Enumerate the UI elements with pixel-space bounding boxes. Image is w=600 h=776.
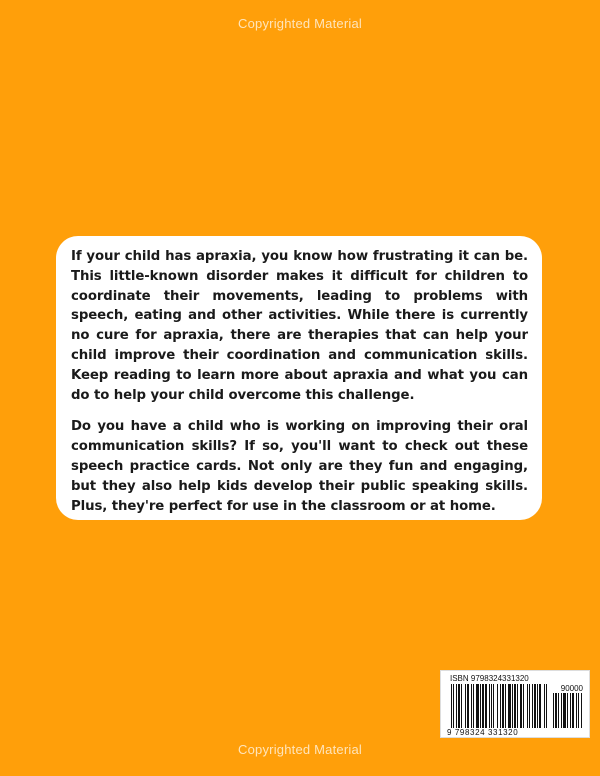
barcode-digits: 9 798324 331320 — [447, 728, 519, 737]
watermark-bottom: Copyrighted Material — [238, 742, 362, 757]
description-card — [56, 236, 542, 520]
isbn-barcode — [440, 670, 590, 738]
barcode-addon-bars — [553, 693, 583, 728]
watermark-top: Copyrighted Material — [238, 16, 362, 31]
price-code: 90000 — [560, 684, 583, 693]
barcode-main-bars — [451, 684, 549, 728]
isbn-label: ISBN 9798324331320 — [450, 674, 529, 683]
description-paragraph-1: If your child has apraxia, you know how frustrating it can be. This little-known disorder makes it difficult for children to coordinate their movements, leading to problems with speech, eating and other activities. While there is currently no cure for apraxia, there are therapies that can help your child improve their coordination and communication skills. Keep reading to learn more about apraxia and what you can do to help your child overcome this challenge. — [71, 249, 528, 403]
description-paragraph-2: Do you have a child who is working on improving their oral communication skills? If so, you'll want to check out these speech practice cards. Not only are they fun and engaging, but they also help kids develop their public speaking skills. Plus, they're perfect for use in the classroom or at home. — [71, 419, 528, 514]
